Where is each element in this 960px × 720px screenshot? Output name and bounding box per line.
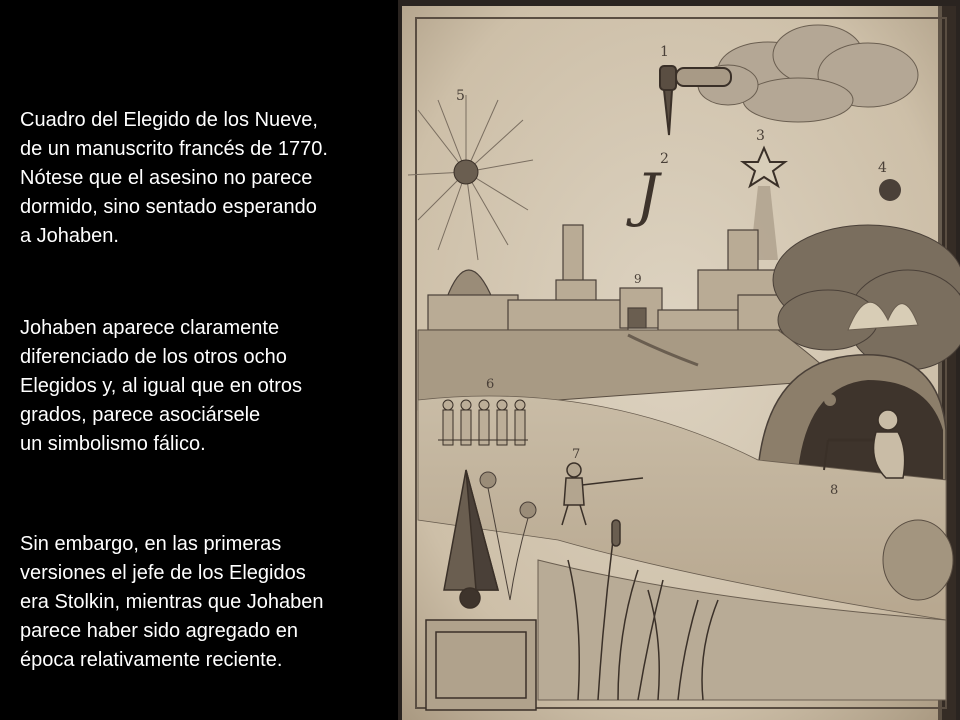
number-7: 7 — [572, 447, 581, 462]
number-9: 9 — [634, 272, 642, 286]
number-8: 8 — [830, 483, 839, 498]
text-panel — [0, 0, 398, 720]
number-5: 5 — [456, 88, 465, 104]
engraving-image — [398, 0, 960, 720]
number-4: 4 — [878, 160, 887, 176]
caption-paragraph-3: Sin embargo, en las primeras versiones el jefe de los Elegidos era Stolkin, mientras que Johaben parece haber sido agregado en época relativamente reciente. — [20, 533, 324, 671]
moon-icon — [879, 179, 901, 201]
number-1: 1 — [660, 44, 669, 60]
caption-paragraph-1: Cuadro del Elegido de los Nueve, de un manuscrito francés de 1770. Nótese que el asesino no parece dormido, sino sentado esperando a Johaben. — [20, 109, 328, 247]
number-2: 2 — [660, 151, 669, 167]
caption-paragraph-2: Johaben aparece claramente diferenciado de los otros ocho Elegidos y, al igual que en otros grados, parece asociársele un simbolismo fálico. — [20, 317, 303, 455]
letter-j: J — [636, 161, 660, 229]
engraving-illustration — [398, 0, 960, 720]
number-6: 6 — [486, 377, 495, 392]
lower-bushes — [883, 520, 953, 600]
number-3: 3 — [756, 128, 765, 144]
